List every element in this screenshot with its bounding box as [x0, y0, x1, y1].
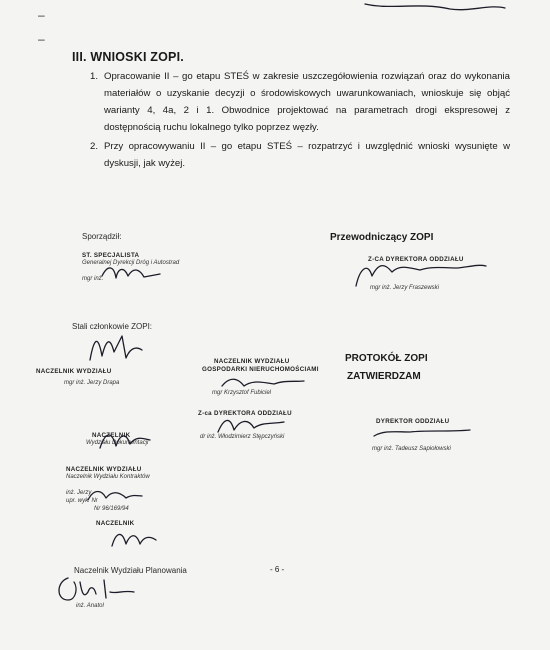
signature-member-5 — [108, 526, 158, 552]
member-5-title: NACZELNIK — [96, 520, 135, 527]
stamp-specialist-line1: ST. SPECJALISTA — [82, 252, 140, 259]
members-label: Stali członkowie ZOPI: — [72, 322, 153, 331]
section-heading: III. WNIOSKI ZOPI. — [72, 50, 184, 64]
member-3-title: NACZELNIK — [92, 432, 131, 439]
deputy-title: Z-ca DYREKTORA ODDZIAŁU — [198, 410, 292, 417]
list-item: 2. Przy opracowywaniu II – go etapu STEŚ – rozpatrzyć i uwzględnić wnioski wysunięte w dyskusji, jak wyżej. — [90, 141, 510, 169]
director-title: DYREKTOR ODDZIAŁU — [376, 418, 450, 425]
protocol-label: PROTOKÓŁ ZOPI — [345, 353, 428, 364]
scan-mark: – — [38, 32, 45, 46]
page-number: - 6 - — [270, 565, 285, 574]
chair-name: mgr inż. Jerzy Fraszewski — [370, 285, 440, 291]
member-6-name: inż. Anatol — [76, 603, 104, 609]
signature-member-2 — [218, 372, 308, 392]
approve-label: ZATWIERDZAM — [347, 371, 421, 382]
signature-specialist — [100, 262, 170, 284]
member-1-name: mgr inż. Jerzy Drapa — [64, 380, 120, 386]
member-4-line4: upr. wyk. Nr — [66, 498, 98, 504]
cropped-signature-top — [360, 0, 510, 14]
conclusions-list — [90, 68, 510, 172]
stamp-specialist-line2: Generalnej Dyrekcji Dróg i Autostrad — [82, 260, 180, 266]
scan-mark: – — [38, 8, 45, 22]
member-2-title-2: GOSPODARKI NIERUCHOMOŚCIAMI — [202, 366, 319, 373]
director-name: mgr inż. Tadeusz Sapiołowski — [372, 446, 451, 452]
signature-chair — [350, 258, 490, 288]
stamp-specialist-name: mgr inż. — [82, 276, 104, 282]
member-4-title: NACZELNIK WYDZIAŁU — [66, 466, 142, 473]
signature-member-3 — [96, 426, 156, 454]
signature-member-6 — [54, 572, 144, 606]
list-item: 1. Opracowanie II – go etapu STEŚ w zakresie uszczegółowienia rozwiązań oraz do wykonania materiałów o uzyskanie decyzji o środowiskowych uwarunkowaniach, wnioskuje się objąć warianty 4, 4a, 2 i 1. Obwodnice projektować na parametrach drogi ekspresowej z dostępnością ruchu lokalnego tylko poprzez węzły. — [90, 71, 510, 133]
member-6-label: Naczelnik Wydziału Planowania — [74, 566, 187, 575]
chair-stamp: Z-CA DYREKTORA ODDZIAŁU — [368, 256, 464, 263]
member-2-title-1: NACZELNIK WYDZIAŁU — [214, 358, 290, 365]
chair-label: Przewodniczący ZOPI — [330, 232, 434, 243]
prepared-by-label: Sporządził: — [82, 232, 122, 241]
signature-member-4 — [84, 484, 144, 506]
deputy-name: dr inż. Włodzimierz Stępczyński — [200, 434, 285, 440]
signature-director — [370, 420, 480, 442]
member-3-sub: Wydziału Dokumentacji — [86, 440, 149, 446]
member-4-line3: inż. Jerzy — [66, 490, 92, 496]
member-2-name: mgr Krzysztof Fubiciel — [212, 390, 272, 396]
member-1-title: NACZELNIK WYDZIAŁU — [36, 368, 112, 375]
member-4-sub: Naczelnik Wydziału Kontraktów — [66, 474, 150, 480]
signature-member-1 — [86, 330, 146, 370]
member-4-line5: Nr 96/169/94 — [94, 506, 129, 512]
